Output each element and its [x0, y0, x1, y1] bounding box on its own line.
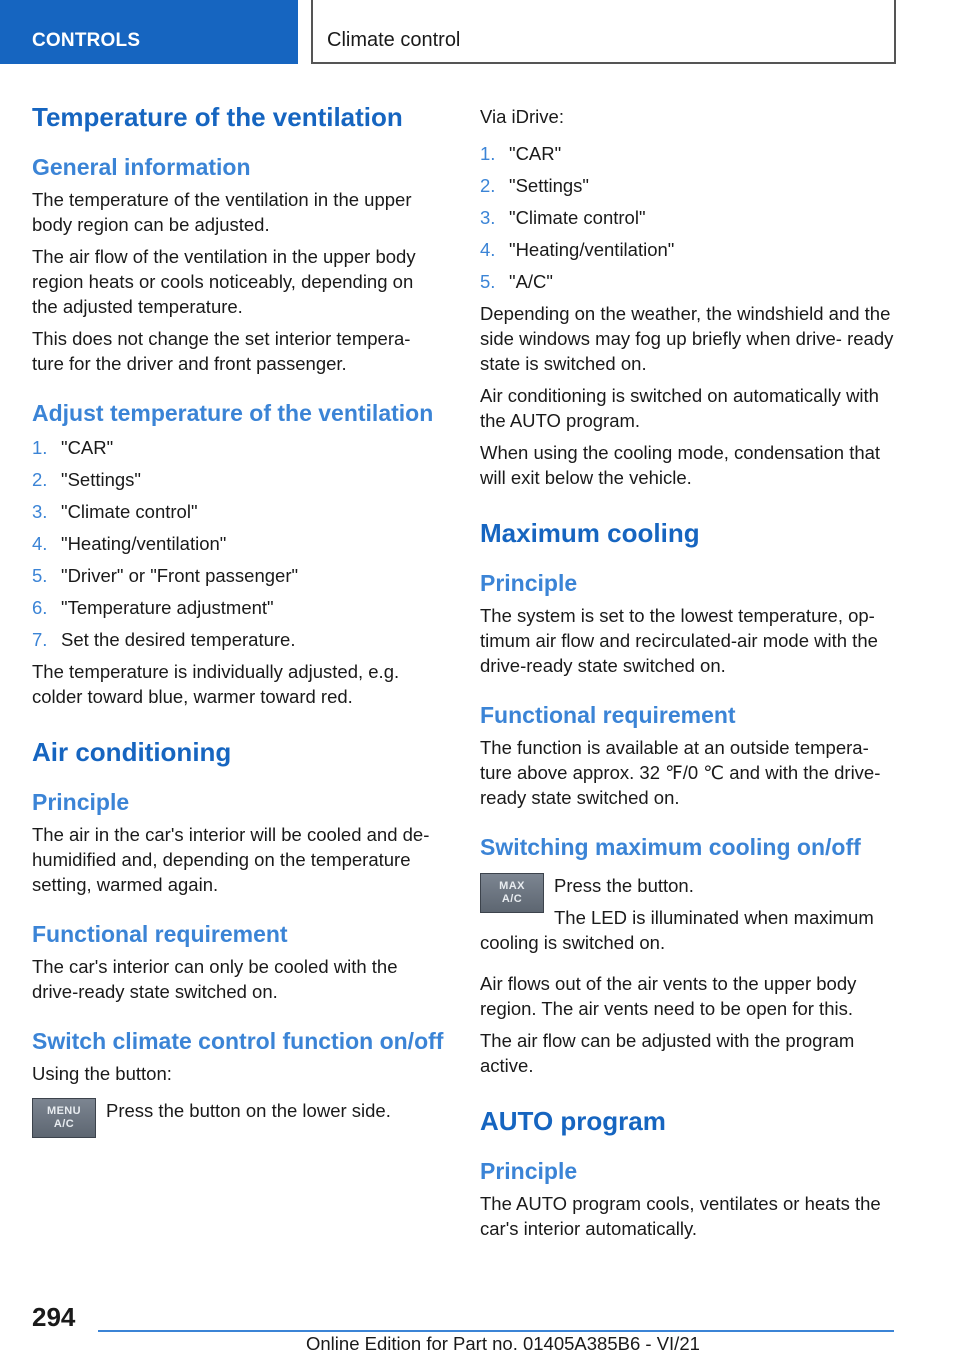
paragraph: The system is set to the lowest temperature, op‐ timum air flow and recirculated-air mode with the drive-ready state switched on. — [480, 605, 878, 676]
step-text: "CAR" — [61, 437, 114, 458]
page-header — [0, 0, 960, 66]
heading-general-information: General information — [32, 154, 251, 180]
step-text: "Climate control" — [61, 501, 198, 522]
step-item — [32, 499, 444, 524]
step-number: 3. — [480, 207, 496, 228]
paragraph: The car's interior can only be cooled with the drive-ready state switched on. — [32, 956, 398, 1002]
button-icon-label: MAX — [499, 880, 525, 892]
step-text: "Settings" — [509, 175, 589, 196]
heading-principle: Principle — [480, 1158, 578, 1184]
heading-principle: Principle — [480, 570, 578, 596]
step-item — [480, 141, 898, 166]
paragraph: The LED is illuminated when maximum cooling is switched on. — [480, 907, 874, 953]
step-text: "Temperature adjustment" — [61, 597, 274, 618]
max-ac-button-row — [480, 873, 898, 913]
paragraph: The function is available at an outside tempera‐ ture above approx. 32 ℉/0 ℃ and with the drive- ready state switched on. — [480, 737, 881, 808]
heading-functional-requirement: Functional requirement — [32, 921, 288, 947]
left-column — [32, 100, 444, 1138]
right-column — [480, 100, 898, 1241]
step-number: 2. — [480, 175, 496, 196]
step-number: 5. — [32, 565, 48, 586]
step-item — [32, 531, 444, 556]
step-text: "Settings" — [61, 469, 141, 490]
step-number: 2. — [32, 469, 48, 490]
paragraph: Air conditioning is switched on automatically with the AUTO program. — [480, 385, 879, 431]
heading-maximum-cooling: Maximum cooling — [480, 518, 700, 548]
paragraph: The air in the car's interior will be cooled and de‐ humidified and, depending on the temperature setting, warmed again. — [32, 824, 430, 895]
button-icon-label: MENU — [47, 1105, 81, 1117]
menu-ac-button-row — [32, 1098, 444, 1138]
step-text: "Climate control" — [509, 207, 646, 228]
step-number: 1. — [32, 437, 48, 458]
step-item — [32, 467, 444, 492]
section-tab: CONTROLS — [0, 0, 298, 64]
button-icon-label: A/C — [501, 893, 523, 905]
paragraph: The air flow can be adjusted with the program active. — [480, 1030, 855, 1076]
paragraph: Via iDrive: — [480, 106, 564, 127]
heading-switching-maximum-cooling: Switching maximum cooling on/off — [480, 834, 861, 860]
heading-auto-program: AUTO program — [480, 1106, 666, 1136]
paragraph: This does not change the set interior tempera‐ ture for the driver and front passenger. — [32, 328, 411, 374]
step-number: 4. — [32, 533, 48, 554]
step-number: 6. — [32, 597, 48, 618]
heading-principle: Principle — [32, 789, 130, 815]
page-number: 294 — [32, 1302, 76, 1332]
step-item — [480, 237, 898, 262]
step-item — [32, 563, 444, 588]
step-item — [32, 435, 444, 460]
step-number: 7. — [32, 629, 48, 650]
paragraph: Using the button: — [32, 1063, 172, 1084]
paragraph: When using the cooling mode, condensation that will exit below the vehicle. — [480, 442, 881, 488]
heading-switch-climate-control: Switch climate control function on/off — [32, 1028, 444, 1054]
paragraph: Press the button. — [554, 875, 694, 896]
step-number: 3. — [32, 501, 48, 522]
edition-info: Online Edition for Part no. 01405A385B6 - VI/21 — [306, 1333, 700, 1354]
step-item — [480, 269, 898, 294]
heading-adjust-temperature: Adjust temperature of the ventilation — [32, 400, 434, 426]
paragraph: The temperature is individually adjusted, e.g. colder toward blue, warmer toward red. — [32, 661, 400, 707]
paragraph: Press the button on the lower side. — [106, 1100, 391, 1121]
heading-temperature-ventilation: Temperature of the ventilation — [32, 102, 403, 132]
heading-functional-requirement: Functional requirement — [480, 702, 736, 728]
paragraph: The air flow of the ventilation in the upper body region heats or cools noticeably, depending on the adjusted temperature. — [32, 246, 416, 317]
step-number: 5. — [480, 271, 496, 292]
step-item — [480, 205, 898, 230]
idrive-steps-list — [480, 141, 898, 294]
step-text: "CAR" — [509, 143, 562, 164]
paragraph: Air flows out of the air vents to the upper body region. The air vents need to be open for this. — [480, 973, 857, 1019]
step-item — [480, 173, 898, 198]
paragraph: The temperature of the ventilation in the upper body region can be adjusted. — [32, 189, 412, 235]
paragraph: Depending on the weather, the windshield and the side windows may fog up briefly when drive- ready state is switched on. — [480, 303, 894, 374]
step-item — [32, 595, 444, 620]
adjust-steps-list — [32, 435, 444, 652]
step-number: 1. — [480, 143, 496, 164]
button-icon-label: A/C — [53, 1118, 75, 1130]
paragraph: The AUTO program cools, ventilates or heats the car's interior automatically. — [480, 1193, 881, 1239]
step-number: 4. — [480, 239, 496, 260]
step-item — [32, 627, 444, 652]
menu-ac-button-icon — [32, 1098, 96, 1138]
heading-air-conditioning: Air conditioning — [32, 737, 232, 767]
step-text: "A/C" — [509, 271, 553, 292]
step-text: "Driver" or "Front passenger" — [61, 565, 299, 586]
max-ac-button-icon — [480, 873, 544, 913]
step-text: "Heating/ventilation" — [509, 239, 675, 260]
chapter-title: Climate control — [311, 0, 896, 64]
footer-divider — [98, 1330, 894, 1332]
step-text: Set the desired temperature. — [61, 629, 296, 650]
step-text: "Heating/ventilation" — [61, 533, 227, 554]
